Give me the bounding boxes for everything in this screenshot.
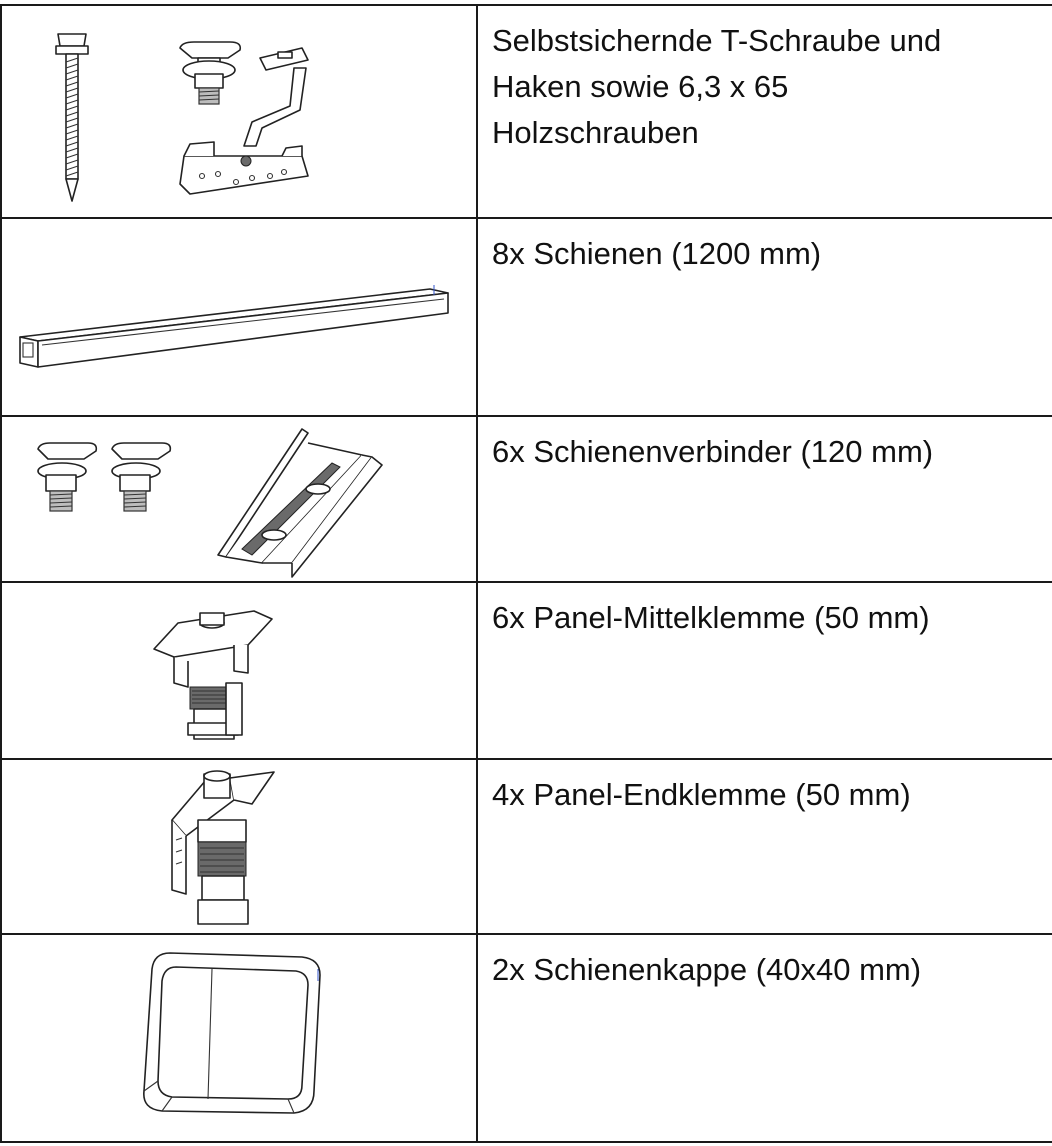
- end-clamp-icon: [172, 771, 274, 924]
- rail-icon: [20, 285, 448, 367]
- wood-screw-icon: [56, 34, 88, 201]
- image-cell: [1, 582, 477, 759]
- table-row: [1, 218, 1052, 416]
- image-cell: [1, 759, 477, 934]
- screw-bolt-hook-drawing: [2, 6, 476, 217]
- description-cell: [477, 934, 1052, 1142]
- table-row: [1, 759, 1052, 934]
- part-description: Selbstsichernde T-Schraube und Haken sowie 6,3 x 65 Holzschrauben: [492, 23, 942, 150]
- table-row: [1, 934, 1052, 1142]
- rail-cap-icon: [144, 953, 320, 1113]
- image-cell: [1, 5, 477, 218]
- t-bolt-icon: [112, 443, 170, 511]
- image-cell: [1, 416, 477, 582]
- image-cell: [1, 218, 477, 416]
- part-description: 2x Schienenkappe (40x40 mm): [492, 952, 922, 987]
- rail-connector-icon: [218, 429, 382, 577]
- t-bolt-icon: [38, 443, 96, 511]
- image-cell: [1, 934, 477, 1142]
- rail-cap-drawing: [2, 935, 476, 1141]
- rail-drawing: [2, 219, 476, 415]
- table-row: [1, 416, 1052, 582]
- description-cell: [477, 5, 1052, 218]
- table-row: [1, 582, 1052, 759]
- description-cell: [477, 759, 1052, 934]
- t-bolt-icon: [180, 42, 240, 104]
- part-description: 4x Panel-Endklemme (50 mm): [492, 777, 911, 812]
- end-clamp-drawing: [2, 760, 476, 933]
- description-cell: [477, 582, 1052, 759]
- parts-table: [0, 4, 1052, 1143]
- table-row: [1, 5, 1052, 218]
- mid-clamp-drawing: [2, 583, 476, 758]
- description-cell: [477, 218, 1052, 416]
- mid-clamp-icon: [154, 611, 272, 739]
- description-cell: [477, 416, 1052, 582]
- part-description: 6x Panel-Mittelklemme (50 mm): [492, 600, 930, 635]
- part-description: 8x Schienen (1200 mm): [492, 236, 822, 271]
- rail-connector-drawing: [2, 417, 476, 581]
- part-description: 6x Schienenverbinder (120 mm): [492, 434, 934, 469]
